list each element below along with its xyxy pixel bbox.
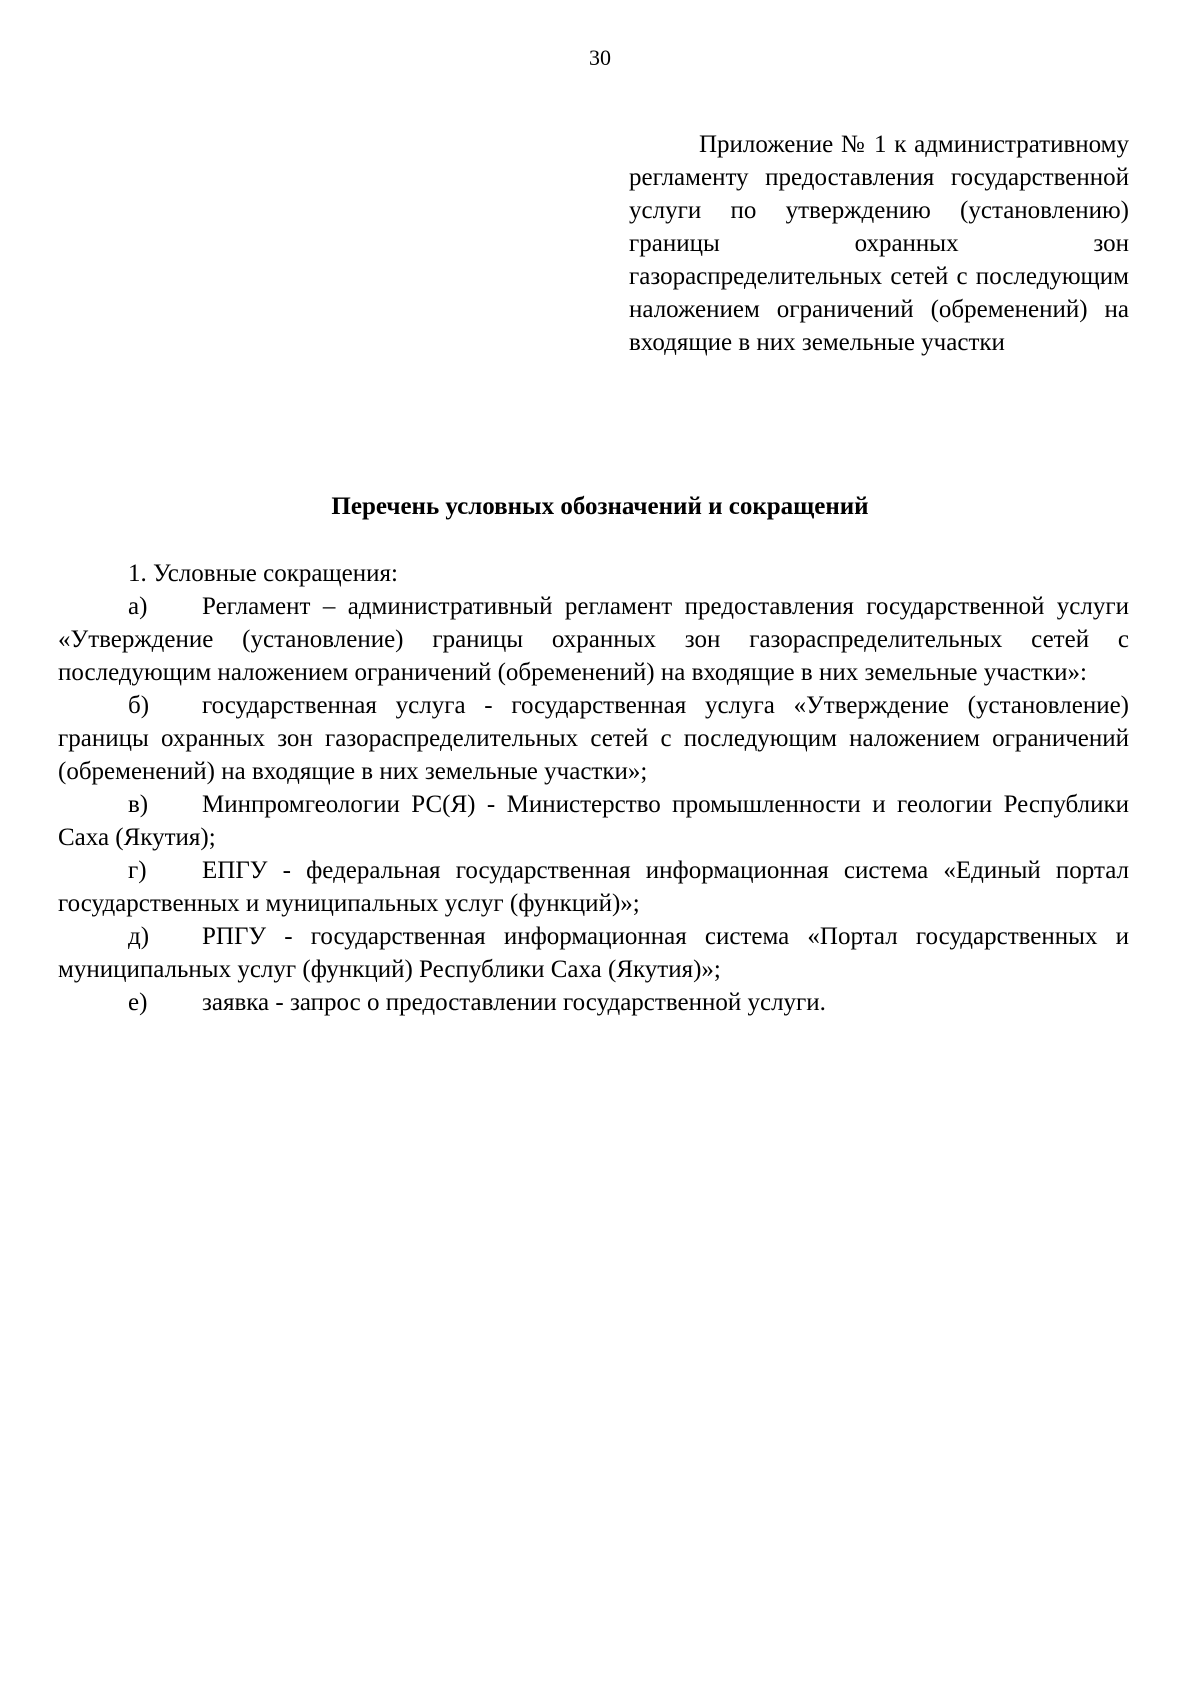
list-item-letter: а) — [128, 593, 148, 620]
page-number: 30 — [589, 45, 611, 70]
list-item-text: государственная услуга - государственная услуга «Утверждение (установление) границы охранных зон газораспределительных сетей с последующим наложением ограничений (обременений) на входящие в них земельные участки»; — [58, 692, 1129, 785]
list-item — [58, 920, 1129, 986]
list-item-text: заявка - запрос о предоставлении государственной услуги. — [202, 989, 826, 1016]
list-item — [58, 986, 1129, 1019]
list-item-letter: г) — [128, 857, 147, 884]
list-item-text: РПГУ - государственная информационная система «Портал государственных и муниципальных услуг (функций) Республики Саха (Якутия)»; — [58, 923, 1129, 983]
list-item — [58, 788, 1129, 854]
list-item-letter: в) — [128, 791, 149, 818]
list-item — [58, 854, 1129, 920]
document-title: Перечень условных обозначений и сокращений — [331, 493, 869, 520]
list-item-text: Регламент – административный регламент предоставления государственной услуги «Утверждение (установление) границы охранных зон газораспределительных сетей с последующим наложением ограничений (обременений) на входящие в них земельные участки»: — [58, 593, 1129, 686]
list-item — [58, 590, 1129, 689]
appendix-note: Приложение № 1 к административному регламенту предоставления государственной услуги по утверждению (установлению) границы охранных зон газораспределительных сетей с последующим наложением ограничений (обременений) на входящие в них земельные участки — [629, 131, 1129, 356]
list-item-text: Минпромгеологии РС(Я) - Министерство промышленности и геологии Республики Саха (Якутия); — [58, 791, 1129, 851]
section-heading: 1. Условные сокращения: — [128, 560, 398, 587]
abbreviations-section — [58, 557, 1129, 1019]
list-item-text: ЕПГУ - федеральная государственная информационная система «Единый портал государственных и муниципальных услуг (функций)»; — [58, 857, 1129, 917]
list-item — [58, 689, 1129, 788]
list-item-letter: д) — [128, 923, 150, 950]
list-item-letter: б) — [128, 692, 150, 719]
list-item-letter: е) — [128, 989, 148, 1016]
